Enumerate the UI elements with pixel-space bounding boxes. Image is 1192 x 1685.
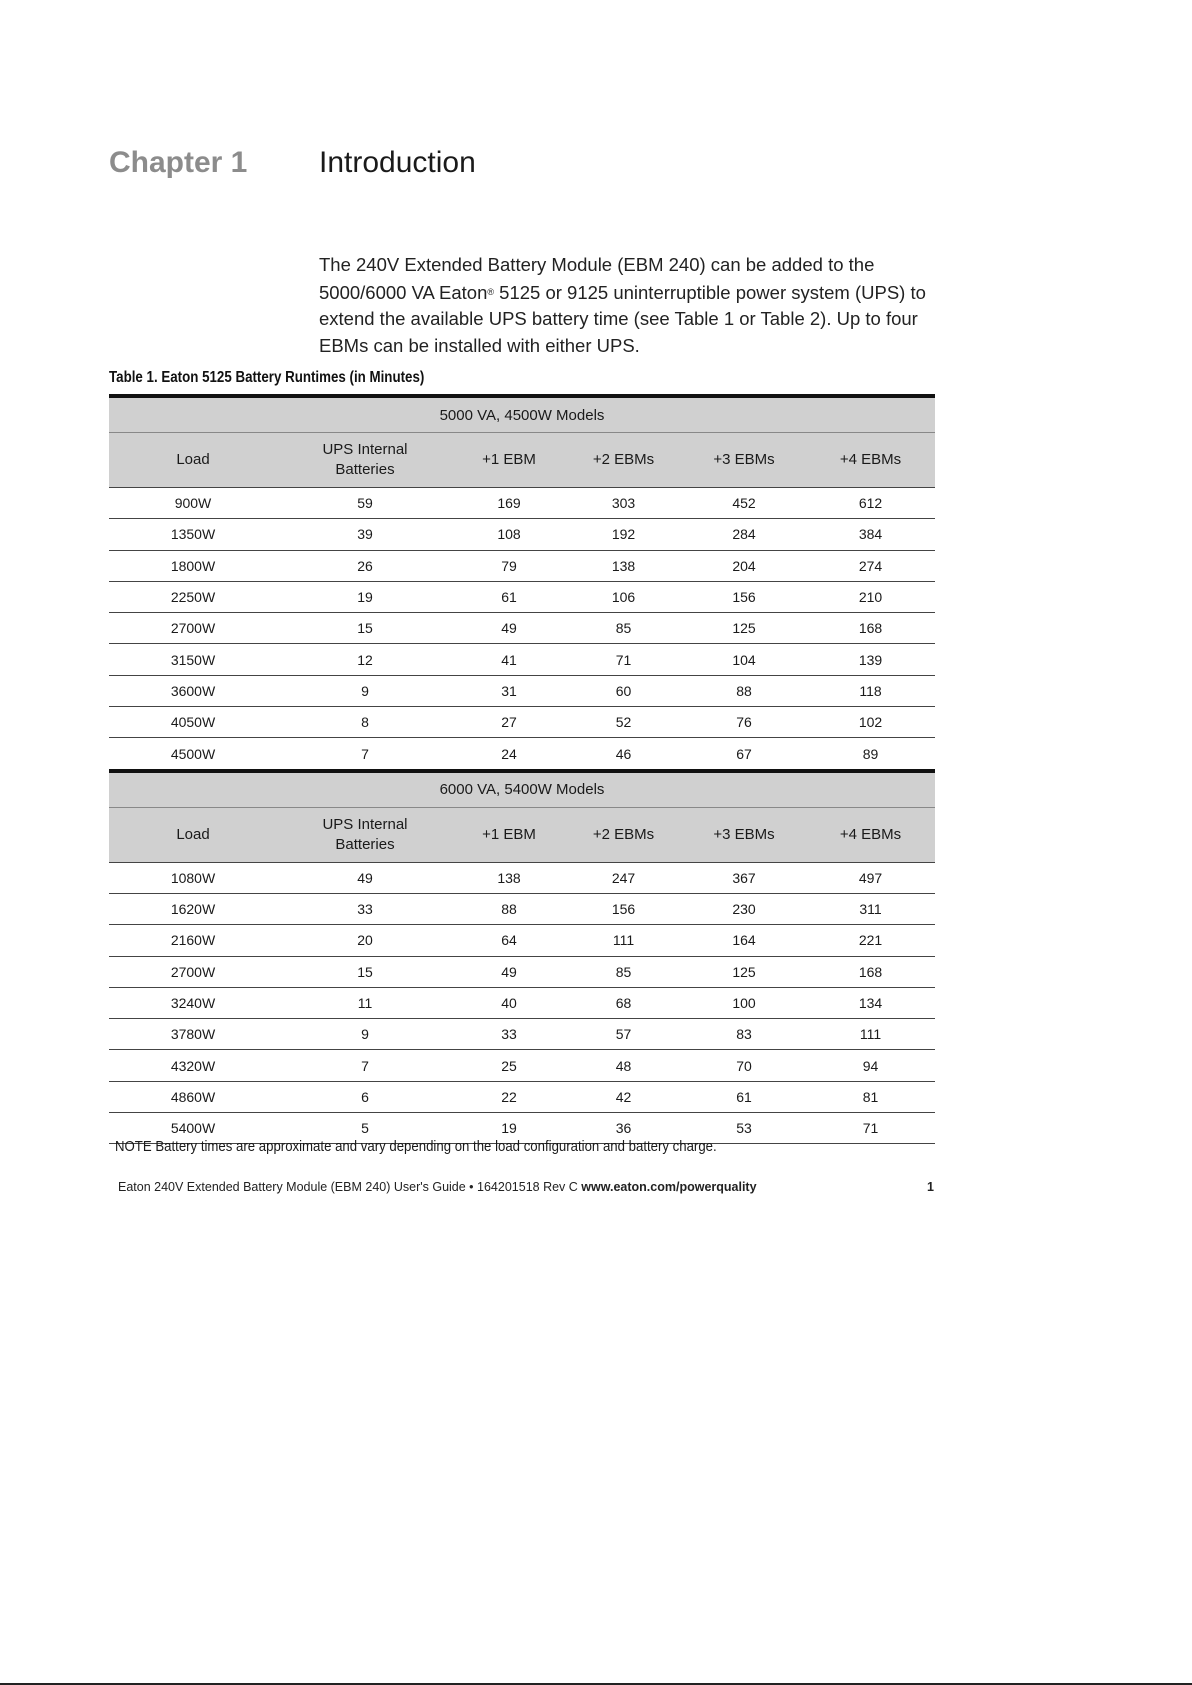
table-cell: 2700W <box>109 956 277 987</box>
table-note: NOTE Battery times are approximate and vary depending on the load configuration and battery charge. <box>115 1138 717 1155</box>
column-header: +2 EBMs <box>565 433 682 488</box>
table-cell: 83 <box>682 1019 806 1050</box>
footer-text <box>118 1180 757 1194</box>
table-cell: 61 <box>682 1081 806 1112</box>
table-row <box>109 644 935 675</box>
table-cell: 49 <box>453 613 565 644</box>
table-cell: 25 <box>453 1050 565 1081</box>
table-caption: Table 1. Eaton 5125 Battery Runtimes (in Minutes) <box>109 369 425 386</box>
table-cell: 88 <box>453 893 565 924</box>
table-row <box>109 707 935 738</box>
table-row <box>109 550 935 581</box>
table-row <box>109 1081 935 1112</box>
table-cell: 76 <box>682 707 806 738</box>
table-row <box>109 1019 935 1050</box>
table-cell: 3600W <box>109 675 277 706</box>
table-cell: 20 <box>277 925 453 956</box>
intro-paragraph <box>319 252 939 359</box>
table-cell: 67 <box>682 738 806 771</box>
table-body <box>109 396 935 1144</box>
column-header: +2 EBMs <box>565 807 682 862</box>
table-row <box>109 581 935 612</box>
table-cell: 125 <box>682 613 806 644</box>
table-cell: 15 <box>277 613 453 644</box>
table-cell: 168 <box>806 613 935 644</box>
table-cell: 108 <box>453 519 565 550</box>
table-cell: 247 <box>565 862 682 893</box>
table-row <box>109 925 935 956</box>
table-cell: 7 <box>277 1050 453 1081</box>
column-header: +4 EBMs <box>806 807 935 862</box>
section-header-row <box>109 771 935 808</box>
table-cell: 452 <box>682 488 806 519</box>
table-cell: 19 <box>453 1113 565 1144</box>
column-header-row <box>109 433 935 488</box>
table-cell: 2160W <box>109 925 277 956</box>
table-row <box>109 738 935 771</box>
table-cell: 100 <box>682 987 806 1018</box>
section-title: 5000 VA, 4500W Models <box>109 396 935 433</box>
table-cell: 139 <box>806 644 935 675</box>
table-cell: 31 <box>453 675 565 706</box>
table-cell: 134 <box>806 987 935 1018</box>
intro-text-part1: The 240V Extended Battery Module (EBM 240) can be added to the 5000/6000 VA Eaton <box>319 254 875 303</box>
table-cell: 79 <box>453 550 565 581</box>
table-cell: 71 <box>806 1113 935 1144</box>
table-cell: 94 <box>806 1050 935 1081</box>
table-cell: 46 <box>565 738 682 771</box>
table-cell: 39 <box>277 519 453 550</box>
column-header: Load <box>109 807 277 862</box>
table-cell: 70 <box>682 1050 806 1081</box>
table-cell: 7 <box>277 738 453 771</box>
intro-text-part2: 5125 or 9125 uninterruptible power system (UPS) to extend the available UPS battery time (see Table 1 or Table 2). Up to four EBMs can be installed with either UPS. <box>319 281 926 356</box>
table-row <box>109 519 935 550</box>
table-cell: 71 <box>565 644 682 675</box>
table-cell: 164 <box>682 925 806 956</box>
table-cell: 64 <box>453 925 565 956</box>
column-header: UPS Internal Batteries <box>277 807 453 862</box>
table-cell: 81 <box>806 1081 935 1112</box>
column-header: UPS Internal Batteries <box>277 433 453 488</box>
table-cell: 192 <box>565 519 682 550</box>
chapter-label: Chapter 1 <box>109 146 248 179</box>
table-cell: 497 <box>806 862 935 893</box>
table-cell: 138 <box>565 550 682 581</box>
table-cell: 230 <box>682 893 806 924</box>
table-cell: 85 <box>565 613 682 644</box>
page-number: 1 <box>927 1180 934 1194</box>
column-header: +4 EBMs <box>806 433 935 488</box>
table-cell: 125 <box>682 956 806 987</box>
table-cell: 367 <box>682 862 806 893</box>
table-cell: 4860W <box>109 1081 277 1112</box>
table-cell: 9 <box>277 1019 453 1050</box>
table-cell: 169 <box>453 488 565 519</box>
registered-mark: ® <box>487 286 495 297</box>
table-row <box>109 956 935 987</box>
table-cell: 284 <box>682 519 806 550</box>
table-cell: 33 <box>277 893 453 924</box>
table-cell: 4500W <box>109 738 277 771</box>
table-cell: 59 <box>277 488 453 519</box>
table-cell: 156 <box>682 581 806 612</box>
table-cell: 9 <box>277 675 453 706</box>
table-cell: 11 <box>277 987 453 1018</box>
table-cell: 104 <box>682 644 806 675</box>
table-cell: 156 <box>565 893 682 924</box>
table-cell: 8 <box>277 707 453 738</box>
table-cell: 85 <box>565 956 682 987</box>
table-cell: 900W <box>109 488 277 519</box>
chapter-title: Introduction <box>319 146 476 179</box>
table-cell: 384 <box>806 519 935 550</box>
table-cell: 2700W <box>109 613 277 644</box>
table-cell: 3780W <box>109 1019 277 1050</box>
table-cell: 4050W <box>109 707 277 738</box>
table-cell: 52 <box>565 707 682 738</box>
table-cell: 111 <box>565 925 682 956</box>
table-cell: 12 <box>277 644 453 675</box>
table-cell: 106 <box>565 581 682 612</box>
table-cell: 57 <box>565 1019 682 1050</box>
table-cell: 612 <box>806 488 935 519</box>
column-header: +1 EBM <box>453 807 565 862</box>
table-row <box>109 488 935 519</box>
table-cell: 15 <box>277 956 453 987</box>
table-cell: 41 <box>453 644 565 675</box>
table-cell: 26 <box>277 550 453 581</box>
column-header-row <box>109 807 935 862</box>
table-cell: 42 <box>565 1081 682 1112</box>
table-cell: 111 <box>806 1019 935 1050</box>
table-row <box>109 1050 935 1081</box>
table-cell: 89 <box>806 738 935 771</box>
table-cell: 60 <box>565 675 682 706</box>
section-title: 6000 VA, 5400W Models <box>109 771 935 808</box>
table-cell: 5400W <box>109 1113 277 1144</box>
table-cell: 138 <box>453 862 565 893</box>
footer-doc-info: Eaton 240V Extended Battery Module (EBM 240) User's Guide • 164201518 Rev C <box>118 1180 582 1194</box>
table-cell: 102 <box>806 707 935 738</box>
table-row <box>109 613 935 644</box>
table-cell: 68 <box>565 987 682 1018</box>
battery-runtimes-table <box>109 394 935 1144</box>
table-cell: 204 <box>682 550 806 581</box>
table-cell: 22 <box>453 1081 565 1112</box>
column-header: +3 EBMs <box>682 433 806 488</box>
table-cell: 221 <box>806 925 935 956</box>
table-row <box>109 893 935 924</box>
section-header-row <box>109 396 935 433</box>
table-row <box>109 987 935 1018</box>
table-cell: 274 <box>806 550 935 581</box>
table-row <box>109 675 935 706</box>
table-cell: 168 <box>806 956 935 987</box>
table-cell: 311 <box>806 893 935 924</box>
table-cell: 303 <box>565 488 682 519</box>
table-cell: 1800W <box>109 550 277 581</box>
table-cell: 53 <box>682 1113 806 1144</box>
table-cell: 49 <box>453 956 565 987</box>
table-cell: 40 <box>453 987 565 1018</box>
table-cell: 24 <box>453 738 565 771</box>
table-cell: 36 <box>565 1113 682 1144</box>
table-cell: 3240W <box>109 987 277 1018</box>
table-cell: 27 <box>453 707 565 738</box>
table-cell: 1350W <box>109 519 277 550</box>
column-header: +3 EBMs <box>682 807 806 862</box>
table-cell: 1620W <box>109 893 277 924</box>
table-cell: 3150W <box>109 644 277 675</box>
column-header: Load <box>109 433 277 488</box>
table-cell: 6 <box>277 1081 453 1112</box>
table-cell: 19 <box>277 581 453 612</box>
table-cell: 88 <box>682 675 806 706</box>
table-cell: 118 <box>806 675 935 706</box>
table-row <box>109 862 935 893</box>
column-header: +1 EBM <box>453 433 565 488</box>
table-cell: 5 <box>277 1113 453 1144</box>
table-cell: 1080W <box>109 862 277 893</box>
footer-url[interactable]: www.eaton.com/powerquality <box>581 1180 757 1194</box>
table-cell: 33 <box>453 1019 565 1050</box>
table-cell: 48 <box>565 1050 682 1081</box>
table-cell: 210 <box>806 581 935 612</box>
table-cell: 61 <box>453 581 565 612</box>
table-cell: 2250W <box>109 581 277 612</box>
table-cell: 49 <box>277 862 453 893</box>
table-cell: 4320W <box>109 1050 277 1081</box>
